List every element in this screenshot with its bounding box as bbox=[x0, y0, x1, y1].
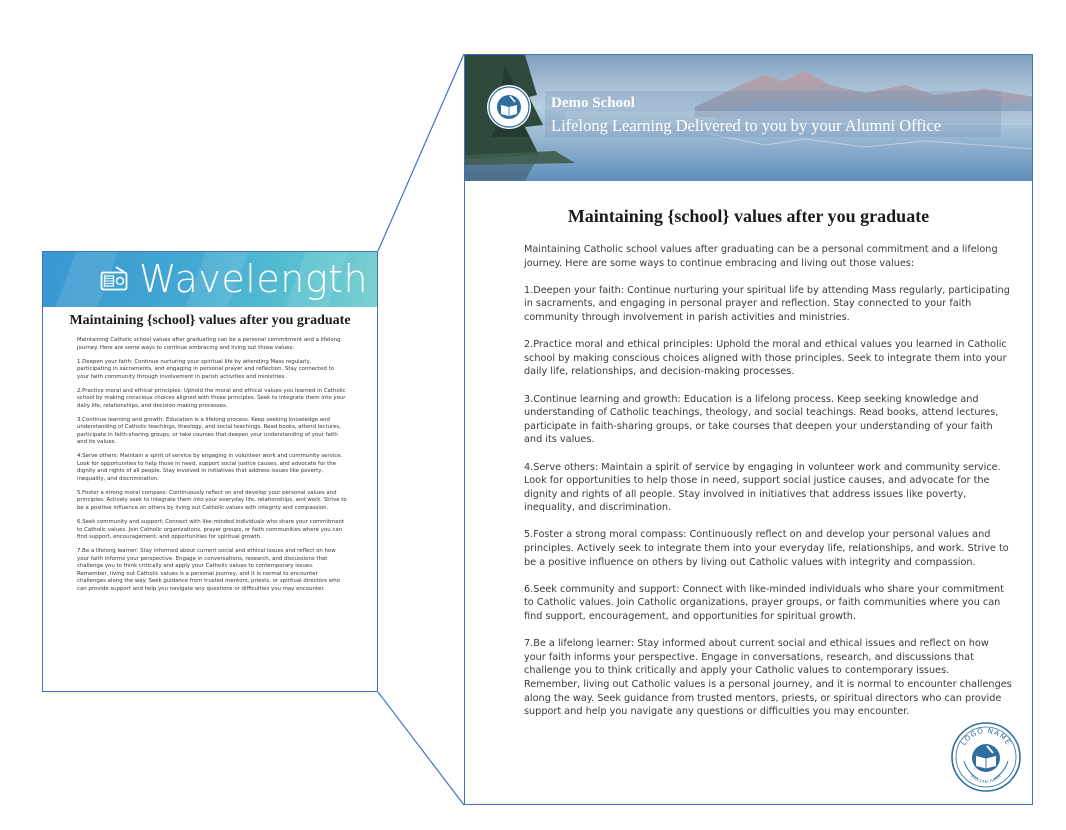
article-body bbox=[465, 243, 1032, 719]
school-seal-logo bbox=[486, 84, 532, 130]
article-item: 6.Seek community and support: Connect with like-minded individuals who share your commitment to Catholic values. Join Catholic organizations, prayer groups, or faith communities where you can find support, encouragement, and opportunities for spiritual growth. bbox=[524, 583, 1004, 623]
preview-item: 4.Serve others: Maintain a spirit of service by engaging in volunteer work and community service. Look for opportunities to help those in need, support social justice causes, and advocate for the dignity and rights of all people. Stay involved in initiatives that address issues like poverty, inequality, and discrimination. bbox=[77, 453, 343, 482]
article-closing: Remember, living out Catholic values is a personal journey, and it is normal to encounter challenges along the way. Seek guidance from trusted mentors, priests, or spiritual directors who can provide support and help you navigate any questions or difficulties you may encounter. bbox=[524, 679, 1012, 718]
preview-brand-title: Wavelength bbox=[139, 257, 369, 301]
document-page bbox=[464, 54, 1033, 805]
footer-school-seal-logo bbox=[950, 721, 1022, 793]
article-heading: Maintaining {school} values after you graduate bbox=[567, 206, 930, 226]
article-item: 2.Practice moral and ethical principles: Uphold the moral and ethical values you learned in Catholic school by making conscious choices aligned with those principles. Seek to integrate them into your daily life, relationships, and decision-making processes. bbox=[524, 339, 1007, 378]
preview-item: 2.Practice moral and ethical principles: Uphold the moral and ethical values you learned in Catholic school by making conscious choices aligned with those principles. Seek to integrate them into your daily life, relationships, and decision-making processes. bbox=[77, 387, 346, 409]
article-item: 3.Continue learning and growth: Education is a lifelong process. Keep seeking knowledge and understanding of Catholic teachings, theology, and social teachings. Read books, attend lectures, participate in faith-sharing groups, or take courses that deepen your understanding of your faith and its values. bbox=[524, 393, 999, 446]
preview-intro: Maintaining Catholic school values after graduating can be a personal commitment and a lifelong journey. Here are some ways to continue embracing and living out those values: bbox=[77, 337, 341, 351]
header-banner bbox=[465, 55, 1032, 181]
article-item: 5.Foster a strong moral compass: Continuously reflect on and develop your personal values and principles. Actively seek to integrate them into your everyday life, relationships, and work. Strive to be a positive influence on others by living out Catholic values with integrity and compassion. bbox=[524, 529, 1009, 568]
article-item: 1.Deepen your faith: Continue nurturing your spiritual life by attending Mass regularly, participating in sacraments, and engaging in personal prayer and reflection. Stay connected to your faith community through involvement in parish activities and ministries. bbox=[524, 284, 1010, 323]
newsletter-preview-card[interactable] bbox=[42, 251, 378, 692]
preview-closing: Remember, living out Catholic values is a personal journey, and it is normal to encounter challenges along the way. Seek guidance from trusted mentors, priests, or spiritual directors who can provide support and help you navigate any questions or difficulties you may encounter. bbox=[77, 570, 340, 592]
school-name: Demo School bbox=[551, 95, 635, 111]
radio-icon bbox=[100, 265, 128, 291]
preview-heading: Maintaining {school} values after you graduate bbox=[69, 313, 351, 328]
preview-item: 1.Deepen your faith: Continue nurturing your spiritual life by attending Mass regularly, participating in sacraments, and engaging in personal prayer and reflection. Stay connected to your faith community through involvement in parish activities and ministries. bbox=[77, 358, 335, 380]
article-intro: Maintaining Catholic school values after graduating can be a personal commitment and a lifelong journey. Here are some ways to continue embracing and living out those values: bbox=[524, 244, 998, 269]
preview-body bbox=[43, 337, 377, 593]
preview-item: 6.Seek community and support: Connect with like-minded individuals who share your commitment to Catholic values. Join Catholic organizations, prayer groups, or faith communities where you can find support, encouragement, and opportunities for spiritual growth. bbox=[77, 519, 345, 541]
alumni-tagline: Lifelong Learning Delivered to you by your Alumni Office bbox=[551, 116, 942, 135]
preview-item: 3.Continue learning and growth: Education is a lifelong process. Keep seeking knowledge and understanding of Catholic teachings, theology, and social teachings. Read books, attend lectures, participate in faith-sharing groups, or take courses that deepen your understanding of your faith and its values. bbox=[77, 416, 341, 446]
article-item: 4.Serve others: Maintain a spirit of service by engaging in volunteer work and community service. Look for opportunities to help those in need, support social justice causes, and advocate for the dignity and rights of all people. Stay involved in initiatives that address issues like poverty, inequality, and discrimination. bbox=[524, 461, 1001, 514]
seal-bottom-text: SLOGAN HERE bbox=[969, 772, 1003, 785]
seal-arc-text: LOGO NAME bbox=[959, 726, 1013, 747]
preview-banner bbox=[43, 252, 377, 307]
preview-item: 7.Be a lifelong learner: Stay informed about current social and ethical issues and reflect on how your faith informs your perspective. Engage in conversations, research, and discussions that challenge you to think critically and apply your Catholic values to contemporary issues. bbox=[77, 548, 336, 570]
article-item: 7.Be a lifelong learner: Stay informed about current social and ethical issues and reflect on how your faith informs your perspective. Engage in conversations, research, and discussions that challenge you to think critically and apply your Catholic values to contemporary issues. bbox=[524, 638, 989, 677]
preview-item: 5.Foster a strong moral compass: Continuously reflect on and develop your personal values and principles. Actively seek to integrate them into your everyday life, relationships, and work. Strive to be a positive influence on others by living out Catholic values with integrity and compassion. bbox=[77, 489, 347, 511]
